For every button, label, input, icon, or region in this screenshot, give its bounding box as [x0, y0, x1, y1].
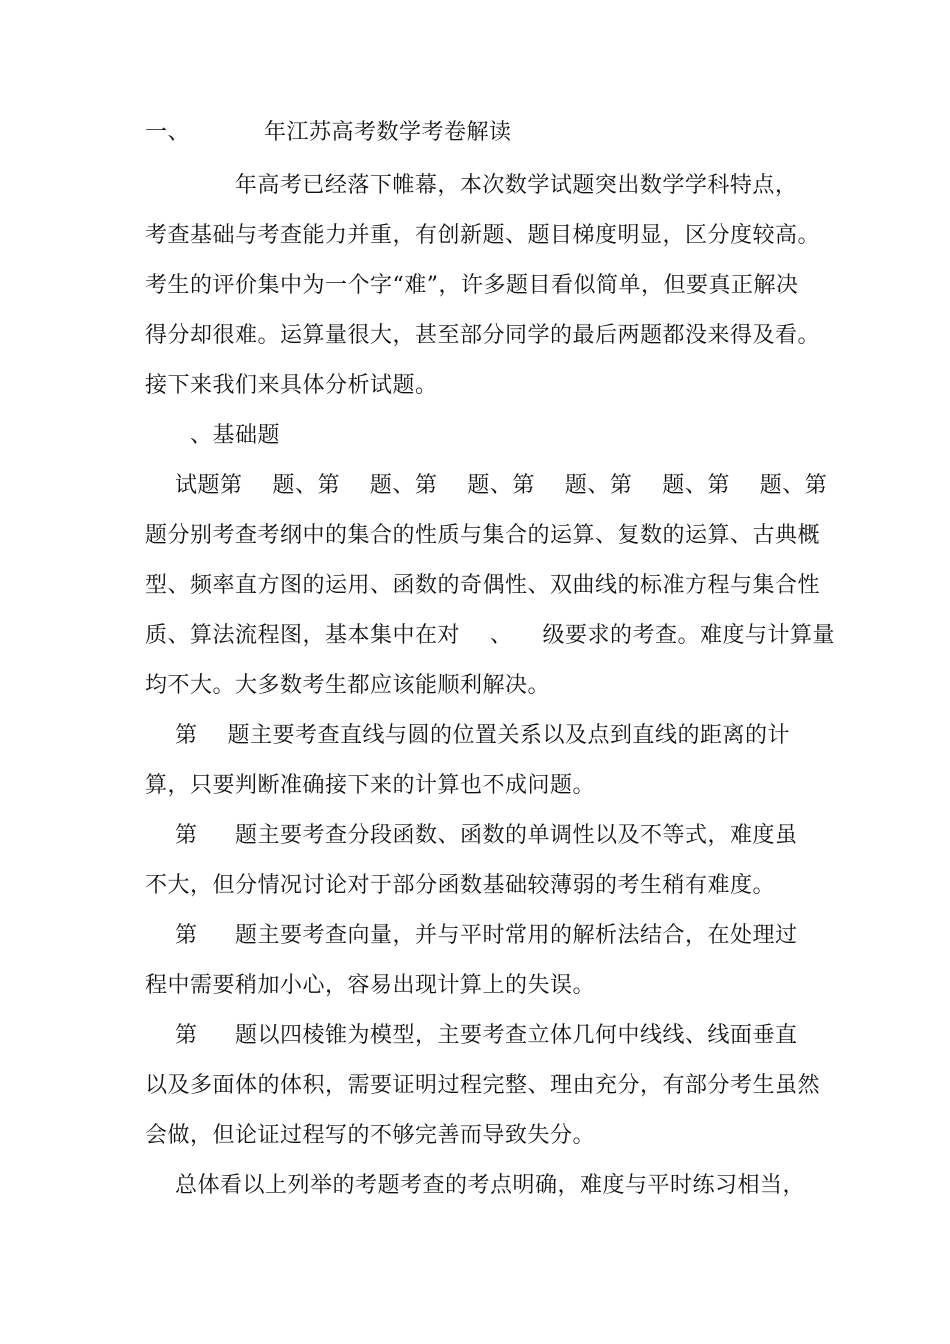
paragraph-line: 均不大。大多数考生都应该能顺利解决。 [145, 673, 551, 698]
paragraph-line: 第 题主要考查直线与圆的位置关系以及点到直线的距离的计 [145, 723, 790, 748]
paragraph-line: 质、算法流程图，基本集中在对 、 级要求的考查。难度与计算量 [145, 623, 835, 648]
paragraph-line: 第 题主要考查分段函数、函数的单调性以及不等式，难度虽 [145, 823, 798, 848]
paragraph-line: 考生的评价集中为一个字“难”，许多题目看似简单，但要真正解决 [145, 273, 799, 298]
paragraph-line: 会做，但论证过程写的不够完善而导致失分。 [145, 1123, 596, 1148]
paragraph-line: 试题第 题、第 题、第 题、第 题、第 题、第 题、第 [145, 473, 828, 498]
paragraph-line: 型、频率直方图的运用、函数的奇偶性、双曲线的标准方程与集合性 [145, 573, 821, 598]
paragraph-line: 第 题以四棱锥为模型，主要考查立体几何中线线、线面垂直 [145, 1023, 798, 1048]
section-heading: 、基础题 [145, 423, 280, 448]
title-number: 一、 [145, 120, 191, 145]
paragraph-line: 考查基础与考查能力并重，有创新题、题目梯度明显，区分度较高。 [145, 223, 821, 248]
paragraph-line: 总体看以上列举的考题考查的考点明确，难度与平时练习相当， [145, 1173, 805, 1198]
title-text: 年江苏高考数学考卷解读 [264, 120, 512, 145]
document-title [145, 120, 825, 146]
paragraph-line: 接下来我们来具体分析试题。 [145, 373, 438, 398]
paragraph-line: 程中需要稍加小心，容易出现计算上的失误。 [145, 973, 596, 998]
paragraph-line: 第 题主要考查向量，并与平时常用的解析法结合，在处理过 [145, 923, 798, 948]
paragraph-line: 年高考已经落下帷幕，本次数学试题突出数学学科特点， [145, 173, 798, 198]
paragraph-line: 得分却很难。运算量很大，甚至部分同学的最后两题都没来得及看。 [145, 323, 821, 348]
paragraph-line: 不大，但分情况讨论对于部分函数基础较薄弱的考生稍有难度。 [145, 873, 776, 898]
paragraph-line: 题分别考查考纲中的集合的性质与集合的运算、复数的运算、古典概 [145, 523, 821, 548]
paragraph-line: 算，只要判断准确接下来的计算也不成问题。 [145, 773, 596, 798]
paragraph-line: 以及多面体的体积，需要证明过程完整、理由充分，有部分考生虽然 [145, 1073, 821, 1098]
